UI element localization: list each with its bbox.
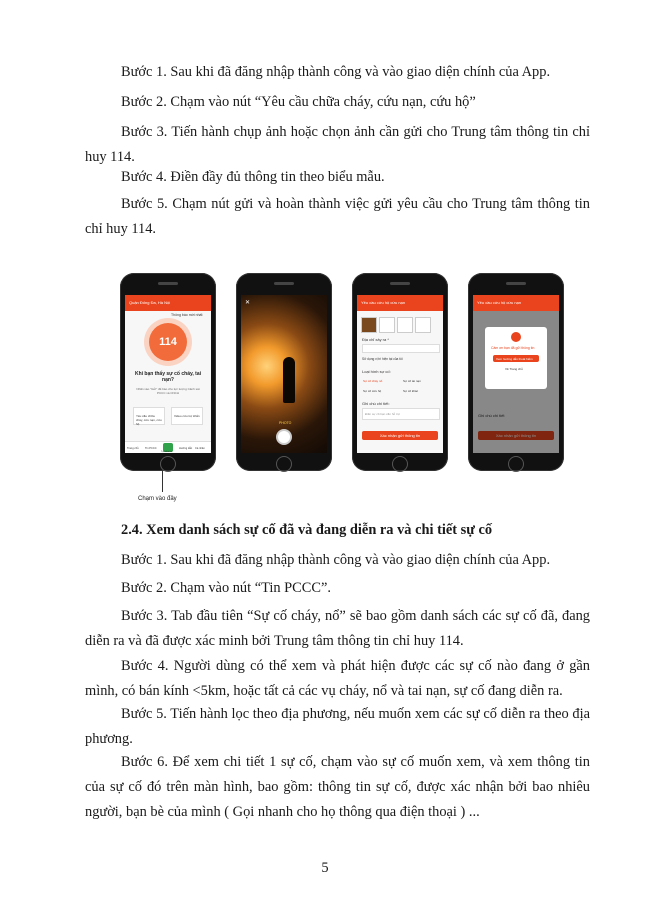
- shield-icon: [511, 332, 521, 342]
- submit-button[interactable]: Xác nhận gửi thông tin: [362, 431, 438, 440]
- tab-news[interactable]: Tin PCCC: [145, 447, 157, 450]
- location-bar: Quận Đống Đa, Hà Nội: [125, 295, 211, 311]
- submit-button[interactable]: Xác nhận gửi thông tin: [478, 431, 554, 440]
- confirmation-screen: [473, 295, 559, 453]
- option-other[interactable]: Sự cố khác: [403, 389, 419, 393]
- home-button: [276, 456, 292, 472]
- rescue-request-card[interactable]: [133, 407, 165, 425]
- tab-profile[interactable]: Cá nhân: [195, 447, 205, 450]
- step-3: Bước 3. Tiến hành chụp ảnh hoặc chọn ảnh cần gửi cho Trung tâm thông tin chỉ huy 114.: [85, 124, 590, 165]
- camera-mode: PHOTO: [279, 421, 292, 425]
- s2-step-6: Bước 6. Để xem chi tiết 1 sự cố, chạm vào sự cố muốn xem, và xem thông tin của sự cố đó trên màn hình, bao gồm: thông tin sự cố, được xác nhận bởi bao nhiêu người, bạn bè của mình ( Gọi nhanh cho họ thông qua điện thoại ) ...: [85, 754, 590, 820]
- section-heading: 2.4. Xem danh sách sự cố đã và đang diễn ra và chi tiết sự cố: [121, 522, 493, 538]
- speaker: [506, 282, 526, 285]
- thank-you-dialog: [485, 327, 547, 389]
- question-text: Khi bạn thấy sự cố cháy, tai nạn?: [134, 371, 202, 383]
- s2-step-5: Bước 5. Tiến hành lọc theo địa phương, nếu muốn xem các sự cố diễn ra theo địa phương.: [85, 706, 590, 747]
- option-accident[interactable]: Sự cố tai nạn: [403, 379, 421, 383]
- escape-guide-label: Xem hướng dẫn thoát hiểm: [496, 357, 533, 361]
- camera-screen: [241, 295, 327, 453]
- escape-guide-button[interactable]: [493, 355, 539, 362]
- tab-bar: [125, 441, 211, 453]
- tab-home[interactable]: Trang chủ: [127, 447, 139, 450]
- page-number: 5: [321, 860, 329, 876]
- option-rescue[interactable]: Sự cố cứu hộ: [363, 389, 382, 393]
- add-photo-button[interactable]: [397, 317, 413, 333]
- hint-text: Nhấn vào "Gửi" để báo cho lực lượng Cảnh sát PCCC và CNCH: [136, 387, 200, 395]
- add-photo-button[interactable]: [379, 317, 395, 333]
- home-button: [508, 456, 524, 472]
- notification-label: Thông báo mới nhất: [171, 313, 203, 317]
- note-placeholder: Điền sự cố bạn cần hỗ trợ: [365, 412, 400, 416]
- video-card[interactable]: [171, 407, 203, 425]
- video-label: Video cứu trợ khẩn: [174, 414, 200, 418]
- close-icon[interactable]: ✕: [245, 300, 251, 306]
- note-label: Ghi chú chi tiết:: [362, 401, 390, 406]
- phone-camera: [236, 273, 332, 471]
- s2-step-3: Bước 3. Tab đầu tiên “Sự cố cháy, nổ” sẽ bao gồm danh sách các sự cố đã, đang diễn ra và đã được xác minh bởi Trung tâm thông tin chỉ huy 114.: [85, 608, 590, 649]
- home-button: [392, 456, 408, 472]
- s2-step-2: Bước 2. Chạm vào nút “Tin PCCC”.: [121, 580, 331, 596]
- back-home-link[interactable]: Về Trang chủ: [505, 367, 523, 371]
- rescue-request-label: Yêu cầu chữa cháy, cứu nạn, cứu hộ: [136, 414, 162, 426]
- s2-step-1: Bước 1. Sau khi đã đăng nhập thành công và vào giao diện chính của App.: [121, 552, 551, 568]
- step-4: Bước 4. Điền đầy đủ thông tin theo biểu mẫu.: [121, 169, 385, 185]
- photo-thumb[interactable]: [361, 317, 377, 333]
- thank-you-text: Cảm ơn bạn đã gửi thông tin: [491, 346, 535, 350]
- form-screen: [357, 295, 443, 453]
- form-title: Yêu cầu cứu hộ cứu nạn: [357, 295, 443, 311]
- tab-self-check-label: Tự kiểm tra: [161, 451, 173, 453]
- note-label: Ghi chú chi tiết: [478, 413, 505, 418]
- speaker: [390, 282, 410, 285]
- home-screen: [125, 295, 211, 453]
- step-2: Bước 2. Chạm vào nút “Yêu cầu chữa cháy, cứu nạn, cứu hộ”: [121, 94, 476, 110]
- app-screenshots-figure: [118, 270, 568, 510]
- address-input[interactable]: [362, 344, 440, 353]
- firefighter-silhouette: [283, 357, 295, 403]
- annotation-arrow: [162, 470, 163, 492]
- confirmation-title: Yêu cầu cứu hộ cứu nạn: [473, 295, 559, 311]
- tab-guide[interactable]: Hướng dẫn: [179, 447, 193, 450]
- address-label: Địa chỉ xảy ra *: [362, 337, 389, 342]
- gps-checkbox[interactable]: Sử dụng vị trí hiện tại của tôi: [362, 357, 403, 361]
- s2-step-4: Bước 4. Người dùng có thể xem và phát hiện được các sự cố nào đang ở gần mình, có bán kính <5km, hoặc tất cả các vụ cháy, nổ và tai nạn, sự cố đang diễn ra.: [85, 658, 590, 699]
- add-photo-button[interactable]: [415, 317, 431, 333]
- shutter-button[interactable]: [276, 429, 292, 445]
- type-label: Loại hình sự cố:: [362, 369, 391, 374]
- phone-form: [352, 273, 448, 471]
- speaker: [274, 282, 294, 285]
- phone-home: [120, 273, 216, 471]
- note-input[interactable]: [362, 408, 440, 420]
- phone-confirmation: [468, 273, 564, 471]
- hotline-button[interactable]: 114: [149, 323, 187, 361]
- step-5: Bước 5. Chạm nút gửi và hoàn thành việc gửi yêu cầu cho Trung tâm thông tin chỉ huy 114.: [85, 196, 590, 237]
- speaker: [158, 282, 178, 285]
- annotation-label: Chạm vào đây: [138, 496, 177, 502]
- step-1: Bước 1. Sau khi đã đăng nhập thành công và vào giao diện chính của App.: [121, 64, 551, 80]
- option-fire[interactable]: Sự cố cháy nổ: [363, 379, 383, 383]
